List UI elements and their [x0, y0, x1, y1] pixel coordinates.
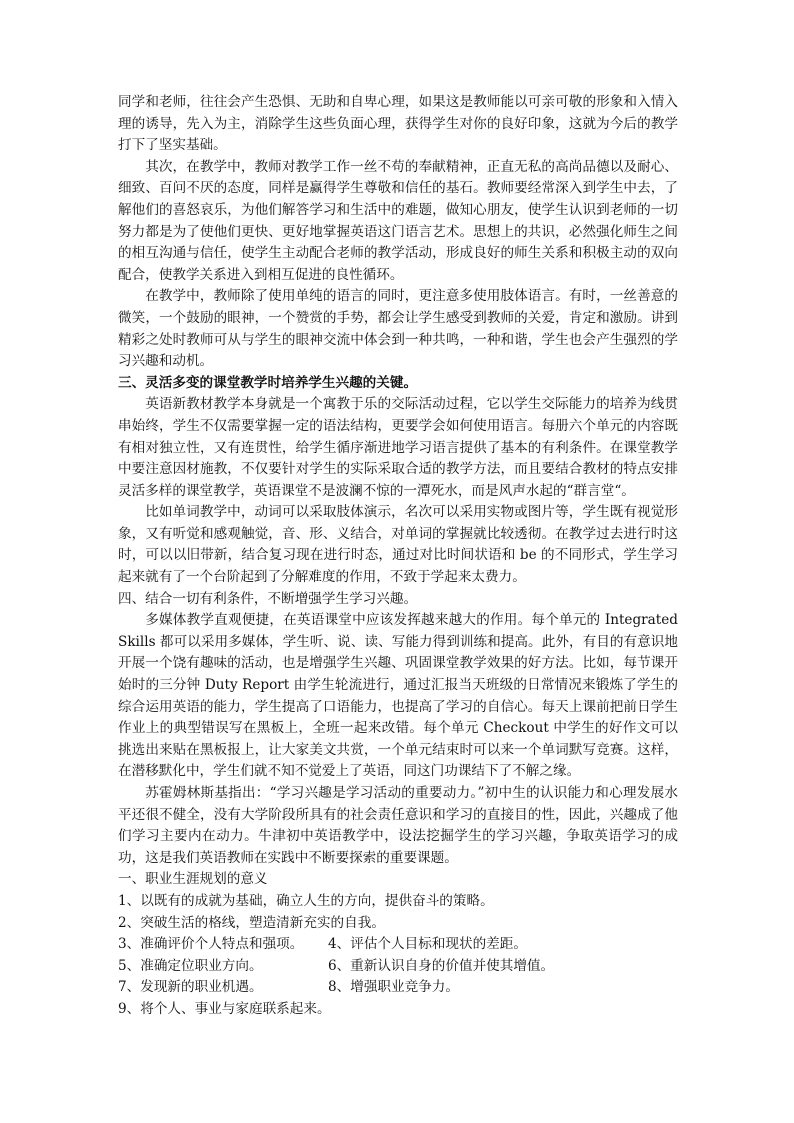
- paragraph-new-textbook: 英语新教材教学本身就是一个寓教于乐的交际活动过程，它以学生交际能力的培养为线贯串始终，学生不仅需要掌握一定的语法结构，更要学会如何使用语言。每册六个单元的内容既有相对独立性，又有连贯性，给学生循序渐进地学习语言提供了基本的有利条件。在课堂教学中要注意因材施教，不仅要针对学生的实际采取合适的教学方法，而且要结合教材的特点安排灵活多样的课堂教学，英语课堂不是波澜不惊的一潭死水，而是风声水起的“群言堂“。: [118, 396, 678, 499]
- career-row-3-4: [118, 934, 678, 956]
- career-row-7-8: [118, 977, 678, 999]
- paragraph-body-language: 在教学中，教师除了使用单纯的语言的同时，更注意多使用肢体语言。有时，一丝善意的微笑，一个鼓励的眼神，一个赞赏的手势，都会让学生感受到教师的关爱，肯定和激励。讲到精彩之处时教师可从与学生的眼神交流中体会到一种共鸣，一种和谐，学生也会产生强烈的学习兴趣和动机。: [118, 288, 678, 370]
- career-item-1: 1、以既有的成就为基础，确立人生的方向，提供奋斗的策略。: [118, 892, 494, 909]
- career-item-6: 6、重新认识自身的价值并使其增值。: [328, 957, 555, 974]
- paragraph-sukhomlinsky: 苏霍姆林斯基指出：“学习兴趣是学习活动的重要动力。”初中生的认识能力和心理发展水平还很不健全，没有大学阶段所具有的社会责任意识和学习的直接目的性，因此，兴趣成了他们学习主要内在动力。牛津初中英语教学中，设法挖掘学生的学习兴趣，争取英语学习的成功，这是我们英语教师在实践中不断要探索的重要课题。: [118, 785, 678, 866]
- paragraph-multimedia: 多媒体教学直观便捷，在英语课堂中应该发挥越来越大的作用。每个单元的 Integrated Skills 都可以采用多媒体，学生听、说、读、写能力得到训练和提高。此外，有目的有意识地开展一个饶有趣味的活动，也是增强学生兴趣、巩固课堂教学效果的好方法。比如，每节课开始时的三分钟 Duty Report 由学生轮流进行，通过汇报当天班级的日常情况来锻炼了学生的综合运用英语的能力，学生提高了口语能力，也提高了学习的自信心。每天上课前把前日学生作业上的典型错误写在黑板上，全班一起来改错。每个单元 Checkout 中学生的好作文可以挑选出来贴在黑板报上，让大家美文共赏，一个单元结束时可以来一个单词默写竞赛。这样，在潜移默化中，学生们就不知不觉爱上了英语，同这门功课结下了不解之缘。: [118, 612, 678, 780]
- career-item-8: 8、增强职业竞争力。: [328, 979, 459, 996]
- paragraph-word-teaching: 比如单词教学中，动词可以采取肢体演示，名次可以采用实物或图片等，学生既有视觉形象，又有听觉和感观触觉，音、形、义结合，对单词的掌握就比较透彻。在教学过去进行时这时，可以以旧带新，结合复习现在进行时态，通过对比时间状语和 be 的不同形式，学生学习起来就有了一个台阶起到了分解难度的作用，不致于学起来太费力。: [118, 504, 678, 586]
- career-section-heading: 一、职业生涯规划的意义: [118, 871, 268, 888]
- career-row-5-6: [118, 956, 678, 978]
- paragraph-intro-continuation: 同学和老师，往往会产生恐惧、无助和自卑心理，如果这是教师能以可亲可敬的形象和入情入理的诱导，先入为主，消除学生这些负面心理，获得学生对你的良好印象，这就为今后的教学打下了坚实基础。: [118, 94, 678, 154]
- career-item-7: 7、发现新的职业机遇。: [118, 979, 263, 996]
- section-heading-4: 四、结合一切有利条件，不断增强学生学习兴趣。: [118, 590, 418, 607]
- paragraph-teacher-dedication: 其次，在教学中，教师对教学工作一丝不苟的奉献精神，正直无私的高尚品德以及耐心、细致、百问不厌的态度，同样是赢得学生尊敬和信任的基石。教师要经常深入到学生中去，了解他们的喜怒哀乐，为他们解答学习和生活中的难题，做知心朋友，使学生认识到老师的一切努力都是为了使他们更快、更好地掌握英语这门语言艺术。思想上的共识，必然强化师生之间的相互沟通与信任，使学生主动配合老师的教学活动，形成良好的师生关系和积极主动的双向配合，使教学关系进入到相互促进的良性循环。: [118, 158, 678, 283]
- career-item-3: 3、准确评价个人特点和强项。: [118, 936, 304, 953]
- career-item-5: 5、准确定位职业方向。: [118, 957, 263, 974]
- career-item-2: 2、突破生活的格线，塑造清新充实的自我。: [118, 914, 385, 931]
- document-body: [118, 92, 678, 1021]
- career-item-4: 4、评估个人目标和现状的差距。: [328, 936, 527, 953]
- section-heading-3: 三、灵活多变的课堂教学时培养学生兴趣的关键。: [118, 374, 418, 391]
- career-item-9: 9、将个人、事业与家庭联系起来。: [118, 1000, 331, 1017]
